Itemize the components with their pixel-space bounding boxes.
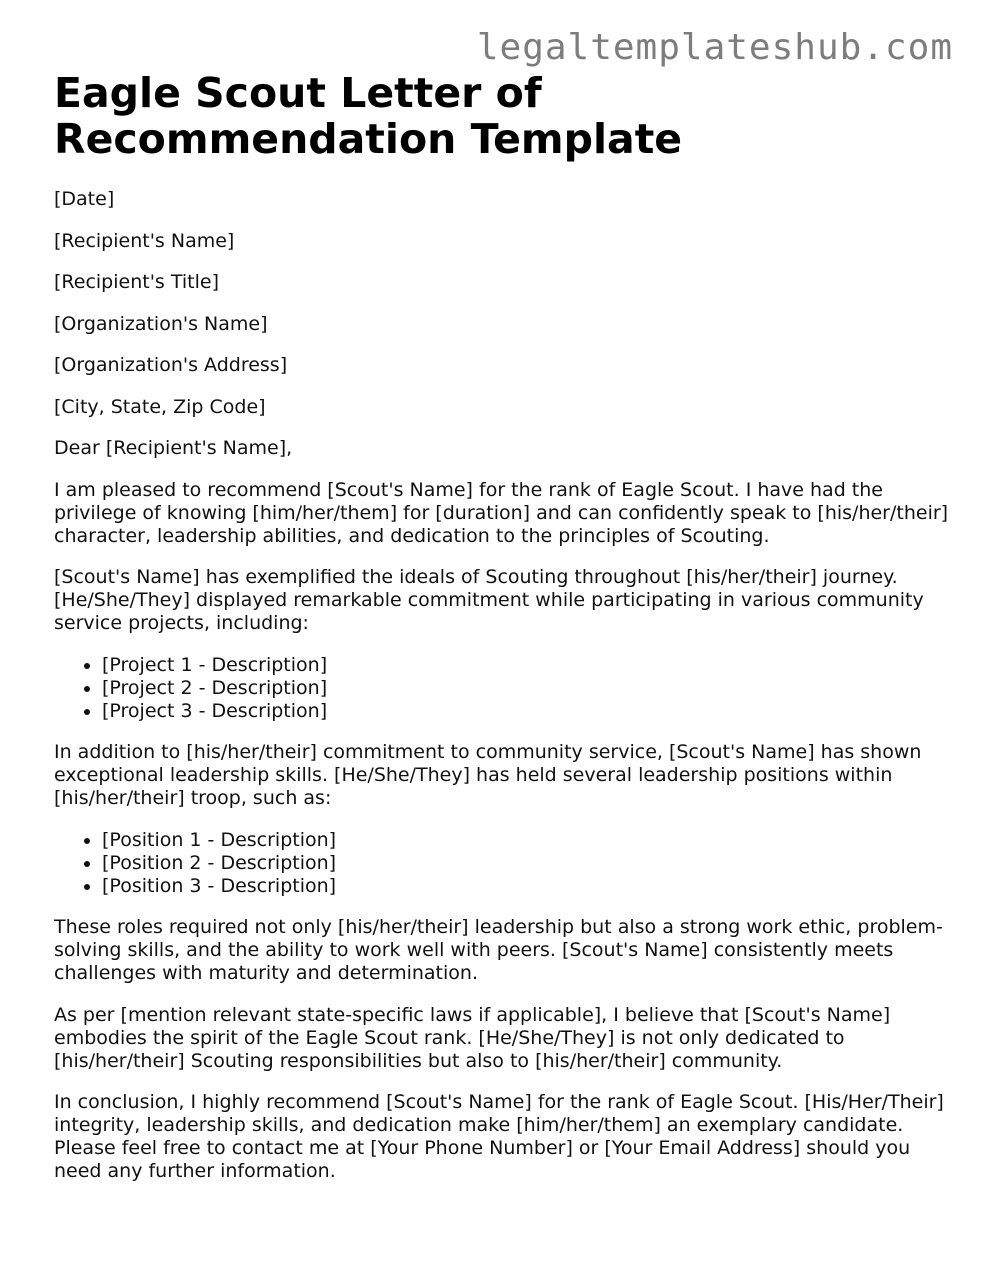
list-item: • [Position 1 - Description] — [102, 829, 949, 852]
recipient-name-field: [Recipient's Name] — [54, 229, 235, 252]
intro-paragraph: I am pleased to recommend [Scout's Name] for the rank of Eagle Scout. I have had the privilege of knowing [him/her/them] for [duration] and can confidently speak to [his/her/their] character, leadership abilities, and dedication to the principles of Scouting. — [54, 478, 949, 547]
list-item: • [Position 2 - Description] — [102, 852, 949, 875]
list-item: • [Position 3 - Description] — [102, 875, 949, 898]
leadership-paragraph: In addition to [his/her/their] commitment to community service, [Scout's Name] has shown exceptional leadership skills. [He/She/They] has held several leadership positions within [his/her/their] troop, such as: — [54, 741, 922, 809]
city-state-zip-field: [City, State, Zip Code] — [54, 395, 266, 418]
organization-address-field: [Organization's Address] — [54, 354, 288, 376]
positions-list — [54, 829, 949, 898]
page-title: Eagle Scout Letter of Recommendation Template — [54, 69, 683, 163]
list-item: • [Project 2 - Description] — [102, 677, 949, 700]
list-item: • [Project 3 - Description] — [102, 700, 949, 723]
service-paragraph: [Scout's Name] has exemplified the ideals of Scouting throughout [his/her/their] journey. [He/She/They] displayed remarkable commitment while participating in various community service projects, including: — [54, 566, 924, 634]
conclusion-paragraph: In conclusion, I highly recommend [Scout's Name] for the rank of Eagle Scout. [His/Her/Their] integrity, leadership skills, and dedication make [him/her/them] an exemplary candidate. Please feel free to contact me at [Your Phone Number] or [Your Email Address] should you need any further information. — [54, 1091, 944, 1182]
salutation: Dear [Recipient's Name], — [54, 437, 293, 459]
projects-list — [54, 654, 949, 723]
date-field: [Date] — [54, 188, 115, 210]
list-item: • [Project 1 - Description] — [102, 654, 949, 677]
organization-name-field: [Organization's Name] — [54, 312, 268, 335]
document-page — [54, 70, 949, 1202]
recipient-title-field: [Recipient's Title] — [54, 271, 219, 293]
state-laws-paragraph: As per [mention relevant state-specific laws if applicable], I believe that [Scout's Name] embodies the spirit of the Eagle Scout rank. [He/She/They] is not only dedicated to [his/her/their] Scouting responsibilities but also to [his/her/their] community. — [54, 1003, 891, 1072]
roles-paragraph: These roles required not only [his/her/their] leadership but also a strong work ethic, problem-solving skills, and the ability to work well with peers. [Scout's Name] consistently meets challenges with maturity and determination. — [54, 916, 943, 984]
watermark: legaltemplateshub.com — [476, 27, 953, 68]
